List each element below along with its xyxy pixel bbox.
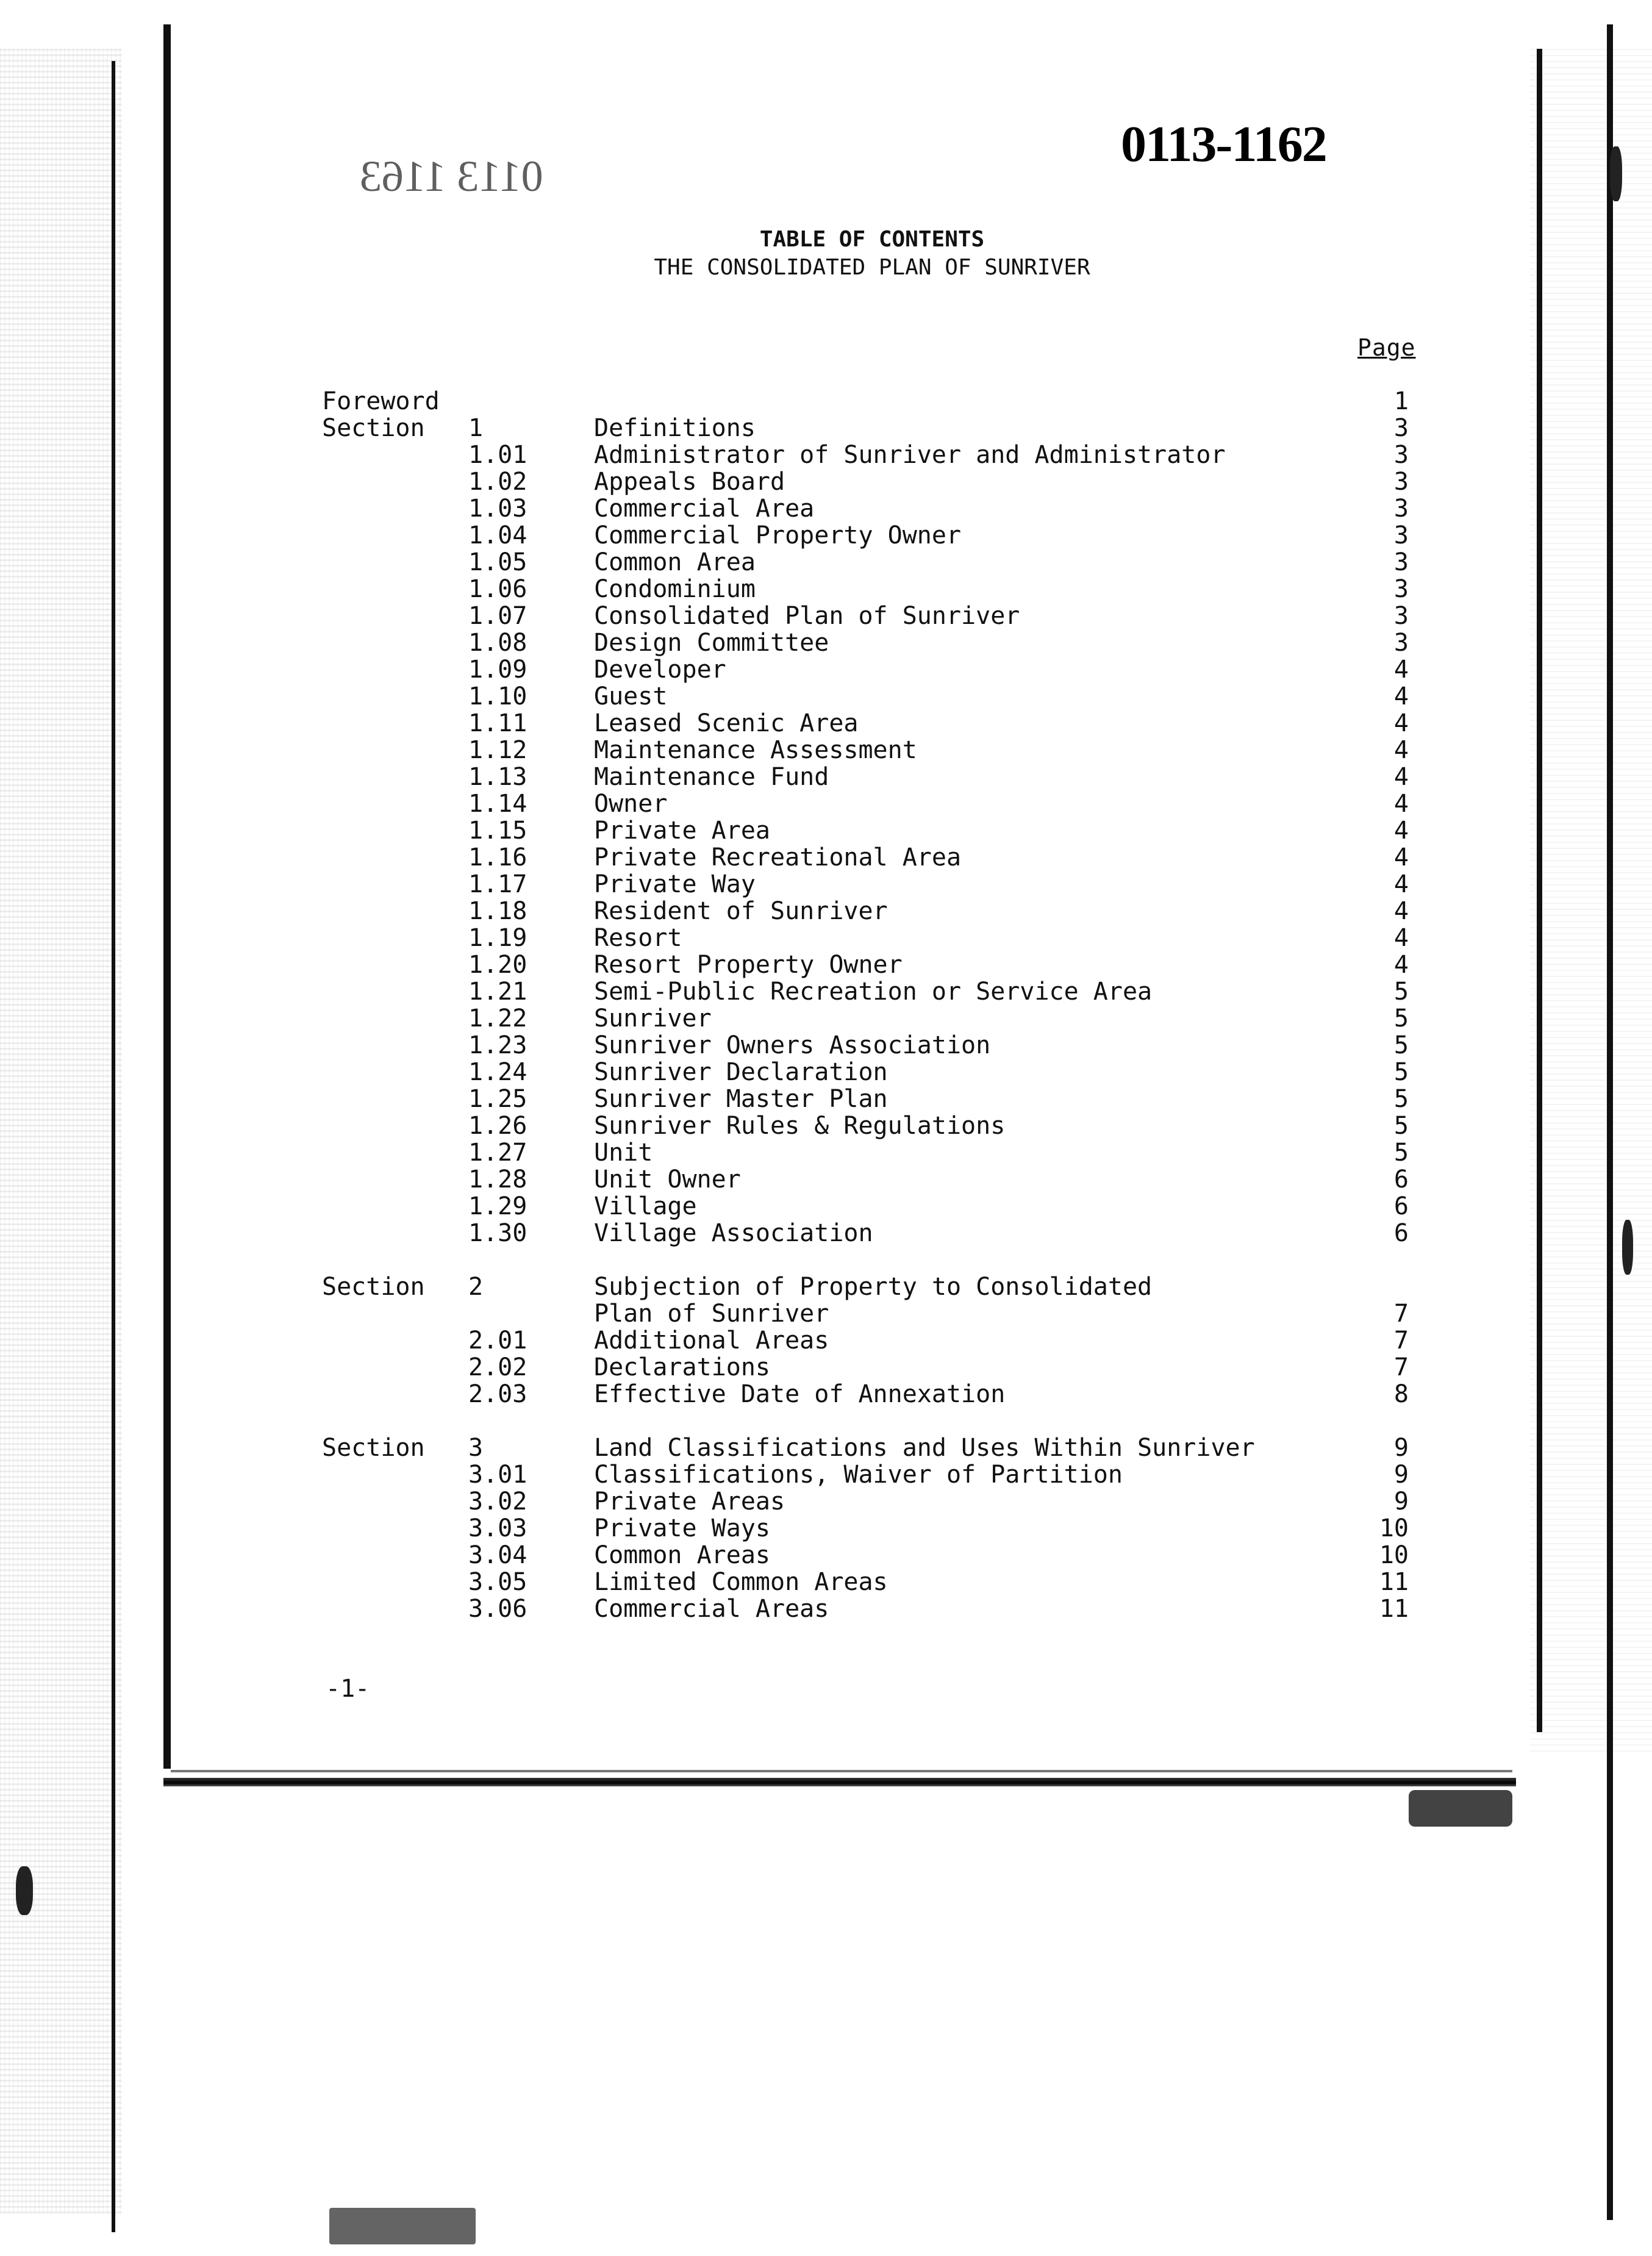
scan-mark <box>1610 146 1622 201</box>
toc-entry-number: 1.15 <box>468 817 527 845</box>
toc-entry-title: Classifications, Waiver of Partition <box>594 1461 1123 1489</box>
page-number: -1- <box>326 1675 370 1703</box>
toc-entry-title: Resident of Sunriver <box>594 897 888 925</box>
toc-entry-page: 3 <box>1393 414 1409 442</box>
toc-entry-number: 1.24 <box>468 1058 527 1086</box>
toc-entry-title: Consolidated Plan of Sunriver <box>594 602 1020 630</box>
toc-entry-label: Foreword <box>322 387 440 415</box>
toc-entry-page: 8 <box>1393 1380 1409 1408</box>
toc-entry-page: 11 <box>1379 1568 1409 1596</box>
toc-entry-page: 5 <box>1393 1004 1409 1033</box>
toc-entry-number: 1.13 <box>468 763 527 791</box>
toc-entry-title: Village Association <box>594 1219 873 1247</box>
toc-entry-page: 4 <box>1393 843 1409 872</box>
toc-entry-title: Declarations <box>594 1353 770 1381</box>
toc-entry-number: 1.23 <box>468 1031 527 1059</box>
toc-entry-title: Commercial Area <box>594 495 815 523</box>
toc-entry-page: 3 <box>1393 495 1409 523</box>
scan-mark <box>1409 1790 1512 1827</box>
toc-entry-title: Condominium <box>594 575 756 603</box>
page-border-bottom <box>163 1778 1516 1786</box>
toc-entry-number: 1.08 <box>468 629 527 657</box>
toc-entry-number: 1.02 <box>468 468 527 496</box>
toc-entry-page: 4 <box>1393 924 1409 952</box>
toc-entry-title: Limited Common Areas <box>594 1568 888 1596</box>
toc-entry-number: 1.30 <box>468 1219 527 1247</box>
scan-noise-right <box>1530 49 1652 1756</box>
toc-entry-number: 3.04 <box>468 1541 527 1569</box>
toc-entry-title: Guest <box>594 682 668 711</box>
document-title: TABLE OF CONTENTS <box>759 227 985 252</box>
toc-entry-number: 1.16 <box>468 843 527 872</box>
toc-entry-page: 5 <box>1393 1139 1409 1167</box>
toc-entry-number: 1.28 <box>468 1166 527 1194</box>
toc-entry-number: 1.21 <box>468 978 527 1006</box>
toc-entry-number: 3.05 <box>468 1568 527 1596</box>
toc-entry-page: 5 <box>1393 1085 1409 1113</box>
toc-entry-page: 5 <box>1393 978 1409 1006</box>
toc-entry-page: 11 <box>1379 1595 1409 1623</box>
toc-entry-number: 1.26 <box>468 1112 527 1140</box>
toc-entry-title: Leased Scenic Area <box>594 709 859 737</box>
toc-entry-title: Design Committee <box>594 629 829 657</box>
toc-entry-page: 3 <box>1393 548 1409 576</box>
scan-edge-line <box>1607 24 1613 2220</box>
toc-entry-number: 1.22 <box>468 1004 527 1033</box>
toc-entry-page: 7 <box>1393 1327 1409 1355</box>
toc-entry-page: 6 <box>1393 1192 1409 1220</box>
document-subtitle: THE CONSOLIDATED PLAN OF SUNRIVER <box>654 255 1090 280</box>
toc-entry-title: Unit Owner <box>594 1166 741 1194</box>
toc-entry-title: Sunriver Declaration <box>594 1058 888 1086</box>
toc-entry-number: 1.20 <box>468 951 527 979</box>
toc-entry-title: Sunriver <box>594 1004 712 1033</box>
toc-entry-title: Sunriver Master Plan <box>594 1085 888 1113</box>
toc-entry-title: Private Recreational Area <box>594 843 962 872</box>
toc-entry-number: 1.27 <box>468 1139 527 1167</box>
toc-entry-title: Administrator of Sunriver and Administrator <box>594 441 1226 469</box>
toc-entry-title: Maintenance Fund <box>594 763 829 791</box>
scan-mark <box>16 1866 33 1915</box>
toc-entry-label: Section <box>322 414 425 442</box>
scan-mark <box>1622 1220 1633 1275</box>
toc-entry-page: 4 <box>1393 709 1409 737</box>
page-border-right <box>1537 49 1542 1732</box>
toc-entry-page: 1 <box>1393 387 1409 415</box>
toc-entry-number: 1.04 <box>468 521 527 550</box>
toc-entry-page: 9 <box>1393 1461 1409 1489</box>
toc-entry-title: Semi-Public Recreation or Service Area <box>594 978 1153 1006</box>
toc-entry-page: 5 <box>1393 1058 1409 1086</box>
toc-entry-page: 4 <box>1393 870 1409 898</box>
toc-entry-page: 4 <box>1393 656 1409 684</box>
toc-entry-page: 3 <box>1393 575 1409 603</box>
toc-entry-page: 4 <box>1393 897 1409 925</box>
toc-entry-page: 3 <box>1393 441 1409 469</box>
toc-entry-title: Unit <box>594 1139 653 1167</box>
page-column-header: Page <box>1357 334 1416 361</box>
toc-entry-title: Plan of Sunriver <box>594 1300 829 1328</box>
toc-entry-number: 3.06 <box>468 1595 527 1623</box>
toc-entry-page: 4 <box>1393 736 1409 764</box>
toc-entry-title: Sunriver Rules & Regulations <box>594 1112 1006 1140</box>
toc-entry-title: Common Areas <box>594 1541 770 1569</box>
toc-entry-number: 3.03 <box>468 1514 527 1542</box>
toc-entry-title: Sunriver Owners Association <box>594 1031 991 1059</box>
toc-entry-title: Maintenance Assessment <box>594 736 917 764</box>
toc-entry-number: 2.03 <box>468 1380 527 1408</box>
toc-entry-title: Resort <box>594 924 682 952</box>
toc-entry-number: 1.25 <box>468 1085 527 1113</box>
toc-entry-number: 3.01 <box>468 1461 527 1489</box>
scan-edge-line <box>112 61 115 2232</box>
toc-entry-number: 1.01 <box>468 441 527 469</box>
toc-entry-number: 1.10 <box>468 682 527 711</box>
toc-entry-page: 6 <box>1393 1219 1409 1247</box>
toc-entry-number: 1.05 <box>468 548 527 576</box>
toc-entry-title: Private Ways <box>594 1514 770 1542</box>
toc-entry-title: Private Way <box>594 870 756 898</box>
toc-entry-title: Land Classifications and Uses Within Sunriver <box>594 1434 1255 1462</box>
toc-entry-page: 10 <box>1379 1514 1409 1542</box>
toc-entry-number: 3 <box>468 1434 484 1462</box>
toc-entry-number: 1.07 <box>468 602 527 630</box>
toc-entry-number: 1.09 <box>468 656 527 684</box>
toc-entry-page: 4 <box>1393 790 1409 818</box>
toc-entry-number: 1.12 <box>468 736 527 764</box>
toc-entry-title: Definitions <box>594 414 756 442</box>
toc-entry-number: 1.19 <box>468 924 527 952</box>
toc-entry-page: 3 <box>1393 602 1409 630</box>
toc-entry-title: Commercial Areas <box>594 1595 829 1623</box>
scan-mark <box>329 2208 476 2244</box>
toc-entry-title: Common Area <box>594 548 756 576</box>
toc-entry-title: Appeals Board <box>594 468 785 496</box>
toc-entry-label: Section <box>322 1273 425 1301</box>
toc-entry-page: 6 <box>1393 1166 1409 1194</box>
toc-entry-number: 1.29 <box>468 1192 527 1220</box>
toc-entry-title: Village <box>594 1192 697 1220</box>
toc-entry-page: 3 <box>1393 521 1409 550</box>
toc-entry-number: 1.17 <box>468 870 527 898</box>
toc-entry-number: 2 <box>468 1273 484 1301</box>
toc-entry-number: 1.14 <box>468 790 527 818</box>
toc-entry-page: 4 <box>1393 951 1409 979</box>
toc-entry-number: 3.02 <box>468 1488 527 1516</box>
document-number: 0113-1162 <box>1121 116 1326 173</box>
toc-entry-number: 1.18 <box>468 897 527 925</box>
mirrored-stamp-number: 0113 1163 <box>360 152 543 201</box>
toc-entry-page: 5 <box>1393 1031 1409 1059</box>
toc-entry-title: Private Area <box>594 817 770 845</box>
toc-entry-title: Resort Property Owner <box>594 951 903 979</box>
toc-entry-title: Effective Date of Annexation <box>594 1380 1006 1408</box>
toc-entry-page: 4 <box>1393 817 1409 845</box>
toc-entry-number: 2.01 <box>468 1327 527 1355</box>
toc-entry-number: 1 <box>468 414 484 442</box>
toc-entry-title: Developer <box>594 656 726 684</box>
toc-entry-number: 1.03 <box>468 495 527 523</box>
toc-entry-number: 1.11 <box>468 709 527 737</box>
page-border-shadow <box>171 1770 1512 1772</box>
toc-entry-title: Commercial Property Owner <box>594 521 962 550</box>
toc-entry-title: Private Areas <box>594 1488 785 1516</box>
toc-entry-page: 7 <box>1393 1300 1409 1328</box>
toc-entry-page: 7 <box>1393 1353 1409 1381</box>
toc-entry-page: 3 <box>1393 629 1409 657</box>
toc-entry-page: 10 <box>1379 1541 1409 1569</box>
toc-entry-page: 4 <box>1393 682 1409 711</box>
toc-entry-number: 2.02 <box>468 1353 527 1381</box>
toc-entry-number: 1.06 <box>468 575 527 603</box>
toc-entry-page: 4 <box>1393 763 1409 791</box>
page-border-left <box>163 24 171 1769</box>
toc-entry-page: 5 <box>1393 1112 1409 1140</box>
toc-entry-label: Section <box>322 1434 425 1462</box>
toc-entry-title: Additional Areas <box>594 1327 829 1355</box>
toc-entry-page: 9 <box>1393 1434 1409 1462</box>
toc-entry-page: 9 <box>1393 1488 1409 1516</box>
toc-entry-title: Owner <box>594 790 668 818</box>
toc-entry-page: 3 <box>1393 468 1409 496</box>
toc-entry-title: Subjection of Property to Consolidated <box>594 1273 1153 1301</box>
